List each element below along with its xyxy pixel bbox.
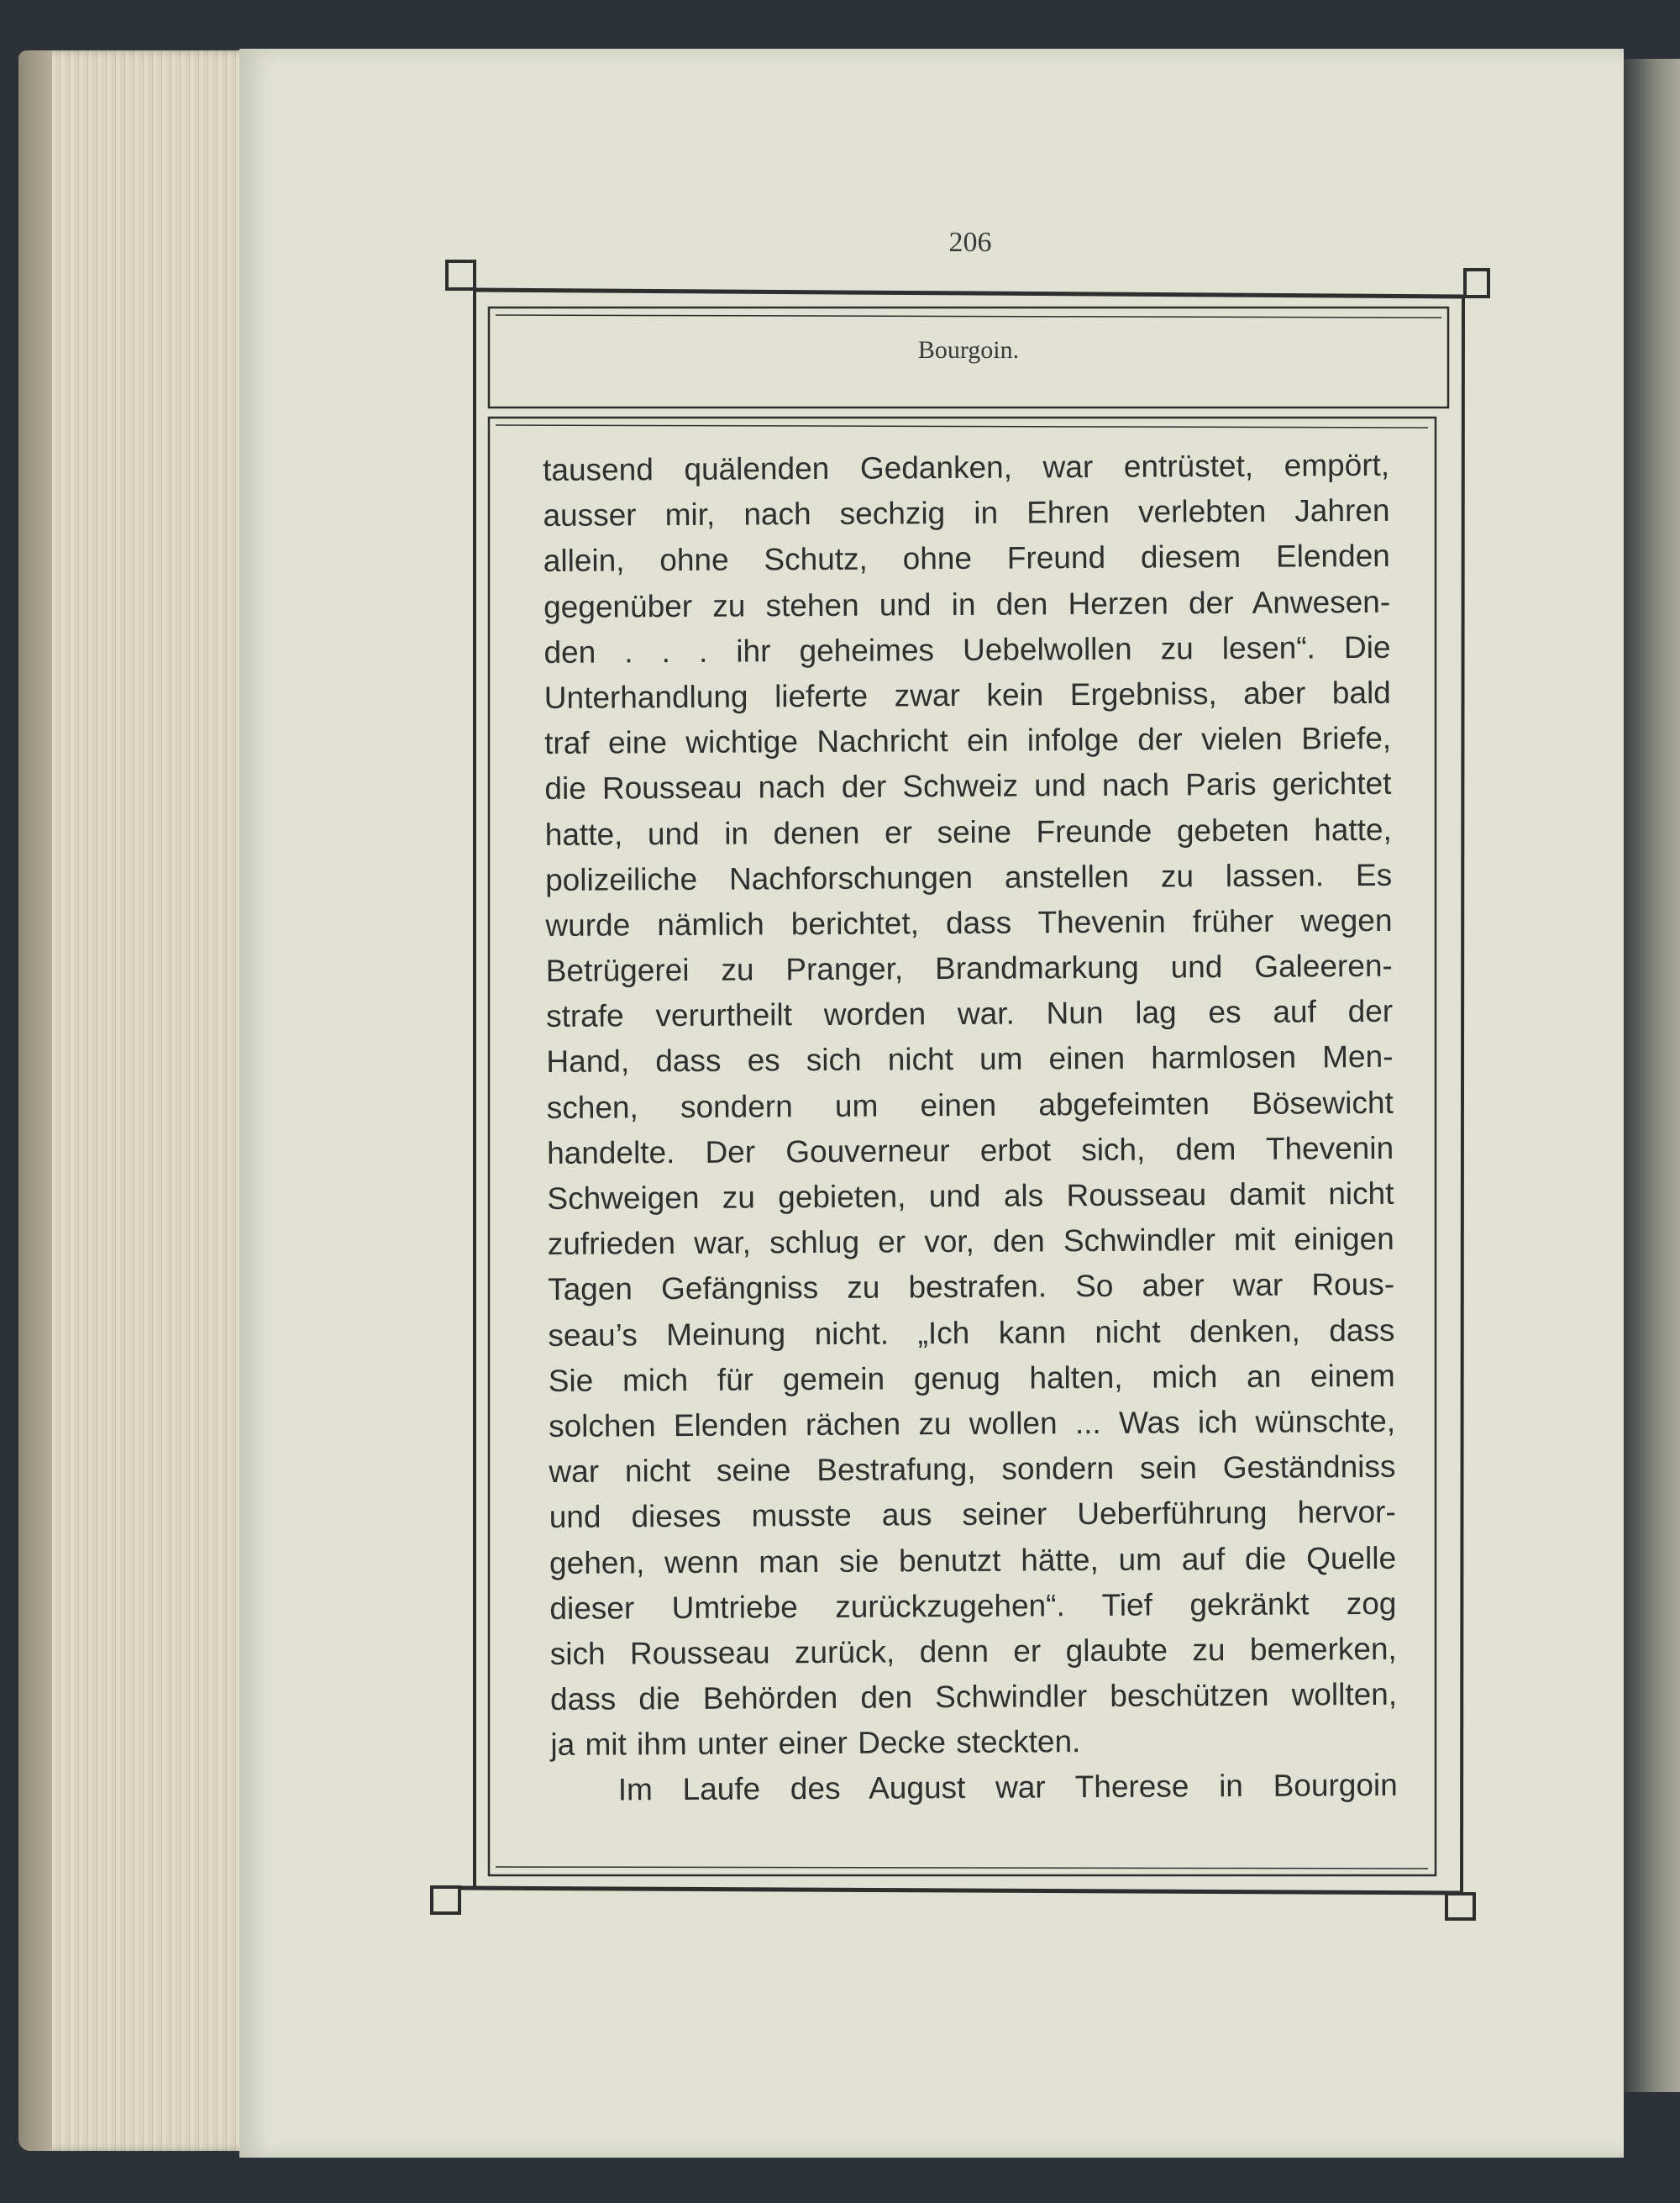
corner-square-top-left [447,261,475,289]
text-line: zufrieden war, schlug er vor, den Schwindler mit einigen [547,1222,1394,1262]
text-line: ausser mir, nach sechzig in Ehren verlebten Jahren [543,493,1390,534]
text-line: ja mit ihm unter einer Decke steckten. [550,1724,1081,1763]
text-line: war nicht seine Bestrafung, sondern sein Geständniss [549,1449,1396,1490]
text-line: den . . . ihr geheimes Uebelwollen zu lesen“. Die [543,629,1391,670]
text-line: dieser Umtriebe zurückzugehen“. Tief gekränkt zog [549,1585,1397,1626]
corner-square-bottom-right [1446,1894,1474,1919]
text-line: hatte, und in denen er seine Freunde gebeten hatte, [544,812,1392,852]
text-line: Tagen Gefängniss zu bestrafen. So aber war Rous- [547,1267,1395,1307]
text-line: solchen Elenden rächen zu wollen ... Was ich wünschte, [548,1403,1396,1443]
text-line: gehen, wenn man sie benutzt hätte, um auf die Quelle [549,1540,1397,1580]
text-line: Unterhandlung lieferte zwar kein Ergebniss, aber bald [543,675,1391,715]
text-line: Schweigen zu gebieten, und als Rousseau damit nicht [547,1175,1394,1216]
text-line: schen, sondern um einen abgefeimten Bösewicht [546,1085,1394,1125]
corner-square-top-right [1465,270,1488,297]
page-number: 206 [948,227,992,258]
text-line: seau’s Meinung nicht. „Ich kann nicht denken, dass [548,1312,1395,1353]
text-line: polizeiliche Nachforschungen anstellen zu lassen. Es [545,857,1393,897]
text-line: und dieses musste aus seiner Ueberführung hervor- [549,1495,1396,1535]
text-line: Hand, dass es sich nicht um einen harmlosen Men- [546,1039,1394,1080]
running-head: Bourgoin. [917,336,1020,364]
text-line: dass die Behörden den Schwindler beschützen wollten, [549,1676,1398,1717]
text-line: traf eine wichtige Nachricht ein infolge der vielen Briefe, [544,720,1392,761]
text-line: Sie mich für gemein genug halten, mich an einem [548,1358,1395,1398]
text-line: handelte. Der Gouverneur erbot sich, dem Thevenin [547,1130,1394,1170]
text-line: die Rousseau nach der Schweiz und nach Paris gerichtet [544,766,1392,807]
text-line: sich Rousseau zurück, denn er glaubte zu bemerken, [549,1631,1397,1671]
text-line: gegenüber zu stehen und in den Herzen der Anwesen- [543,584,1391,624]
text-line: allein, ohne Schutz, ohne Freund diesem Elenden [543,539,1390,579]
body-text [543,443,1398,1814]
text-line: Betrügerei zu Pranger, Brandmarkung und Galeeren- [545,948,1393,989]
text-line: strafe verurtheilt worden war. Nun lag es auf der [546,994,1394,1034]
corner-square-bottom-left [432,1887,459,1913]
text-line: tausend quälenden Gedanken, war entrüstet, empört, [543,447,1390,487]
text-line: Im Laufe des August war Therese in Bourgoin [617,1768,1398,1807]
text-line: wurde nämlich berichtet, dass Thevenin früher wegen [545,902,1393,943]
